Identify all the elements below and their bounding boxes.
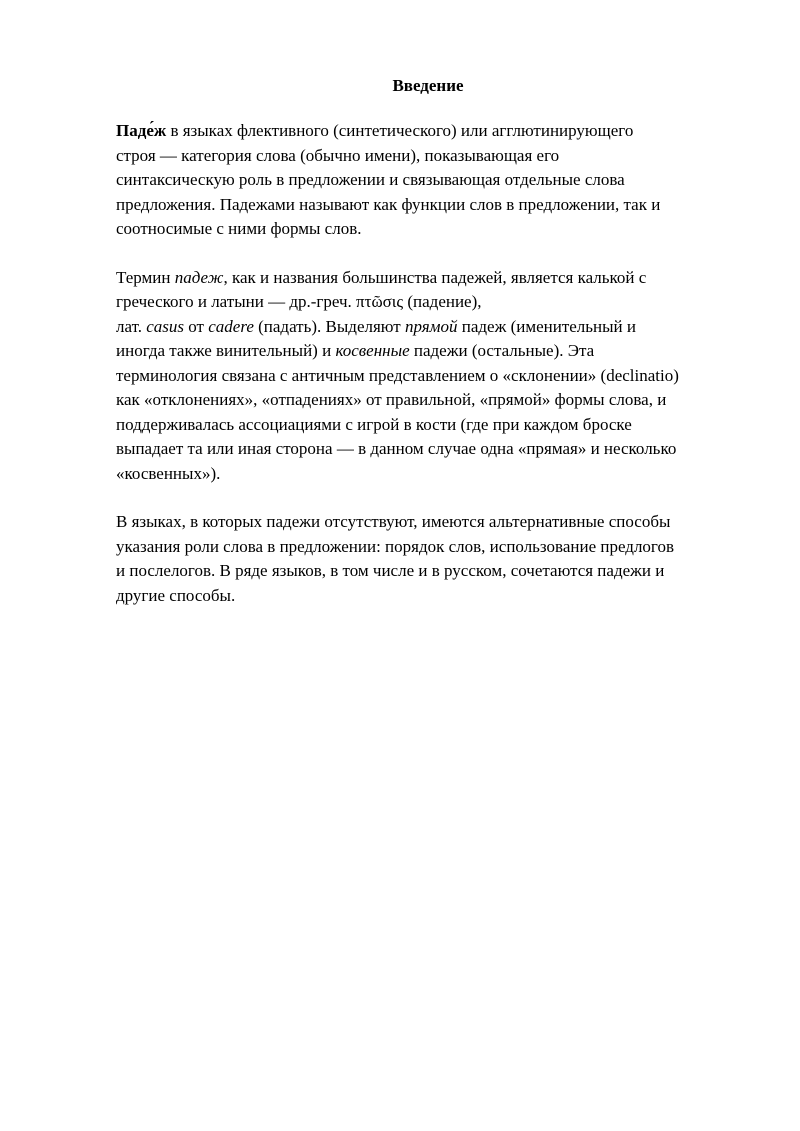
paragraph-line: как «отклонениях», «отпадениях» от правильной, «прямой» формы слова, и: [116, 390, 667, 409]
paragraph-line: другие способы.: [116, 585, 236, 605]
paragraph-line: выпадает та или иная сторона — в данном случае одна «прямая» и несколько: [116, 439, 677, 458]
italic-term: падеж: [174, 267, 224, 287]
text-run: иногда также винительный) и: [116, 341, 336, 360]
paragraph-line: соотносимые с ними формы слов.: [116, 219, 362, 238]
paragraph-line: синтаксическую роль в предложении и связывающая отдельные слова: [116, 170, 625, 189]
italic-term: прямой: [404, 316, 458, 336]
paragraph-line: [116, 266, 740, 291]
paragraph-line: поддерживалась ассоциациями с игрой в кости (где при каждом броске: [116, 414, 632, 434]
paragraph-line: В языках, в которых падежи отсутствуют, имеются альтернативные способы: [116, 512, 671, 531]
paragraph-alternatives: [116, 510, 740, 608]
paragraph-line: указания роли слова в предложении: порядок слов, использование предлогов: [116, 536, 675, 556]
paragraph-line: предложения. Падежами называют как функции слов в предложении, так и: [116, 194, 661, 214]
paragraph-line: строя — категория слова (обычно имени), показывающая его: [116, 145, 560, 165]
paragraph-line: греческого и латыни — др.-греч. πτῶσις (падение),: [116, 292, 482, 311]
text-run: (падать). Выделяют: [253, 316, 405, 336]
paragraph-definition: [116, 119, 740, 242]
page-title: Введение: [392, 76, 464, 95]
paragraph-etymology: [116, 266, 740, 487]
text-run: от: [184, 316, 209, 336]
italic-term: cadere: [208, 316, 254, 336]
document-body: [116, 74, 740, 632]
defined-term: Паде́ж: [116, 121, 167, 140]
paragraph-line: терминология связана с античным представлением о «склонении» (declinatio): [116, 365, 679, 385]
text-run: лат.: [116, 316, 147, 336]
paragraph-line: [116, 119, 740, 144]
paragraph-line: «косвенных»).: [116, 463, 221, 483]
italic-term: casus: [146, 316, 185, 336]
text-run: Термин: [116, 267, 175, 287]
text-run: падежи (остальные). Эта: [409, 341, 595, 360]
text-run: , как и названия большинства падежей, является калькой с: [223, 267, 647, 287]
italic-term: косвенные: [335, 341, 410, 360]
paragraph-line: и послелогов. В ряде языков, в том числе и в русском, сочетаются падежи и: [116, 561, 665, 580]
paragraph-line: [116, 339, 740, 364]
text-run: в языках флективного (синтетического) или агглютинирующего: [166, 121, 634, 140]
paragraph-line: [116, 315, 740, 340]
text-run: падеж (именительный и: [457, 316, 637, 336]
